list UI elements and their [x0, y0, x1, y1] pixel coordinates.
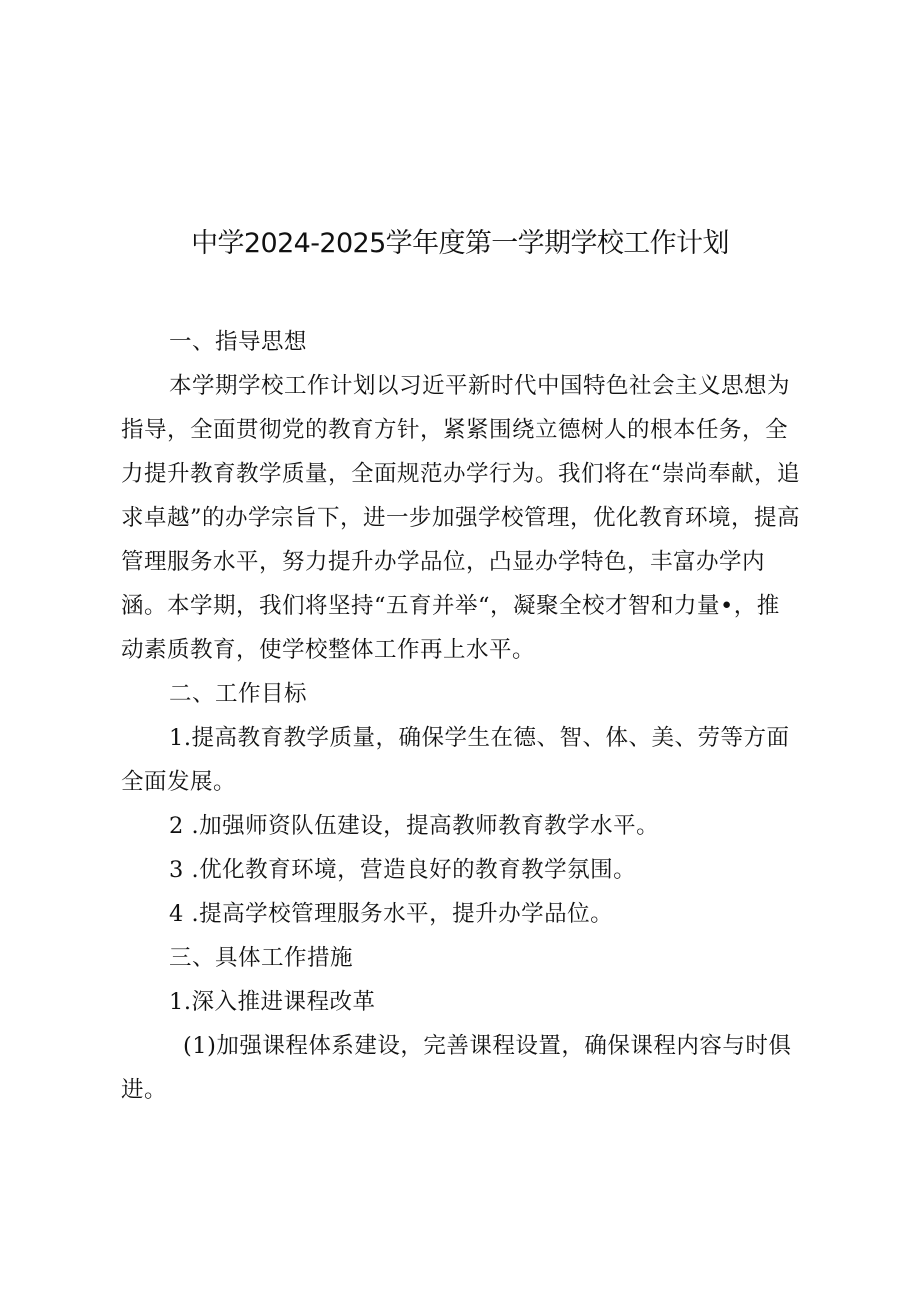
section-heading-measures: 三、具体工作措施 — [169, 945, 354, 971]
work-goal-item-3: 3 .优化教育环境，营造良好的教育教学氛围。 — [169, 857, 637, 883]
section-heading-work-goals: 二、工作目标 — [169, 681, 308, 707]
document-title: 中学2024-2025学年度第一学期学校工作计划 — [191, 228, 729, 259]
work-goal-item-1: 1.提高教育教学质量，确保学生在德、智、体、美、劳等方面全面发展。 — [121, 725, 790, 795]
work-goal-item-4: 4 .提高学校管理服务水平，提升办学品位。 — [169, 901, 614, 927]
guiding-thought-paragraph: 本学期学校工作计划以习近平新时代中国特色社会主义思想为指导，全面贯彻党的教育方针，紧紧围绕立德树人的根本任务，全力提升教育教学质量，全面规范办学行为。我们将在“崇尚奉献，追求卓越”的办学宗旨下，进一步加强学校管理，优化教育环境，提高管理服务水平，努力提升办学品位，凸显办学特色，丰富办学内涵。本学期，我们将坚持“五育并举“，凝聚全校才智和力量•，推动素质教育，使学校整体工作再上水平。 — [121, 373, 801, 663]
measures-subheading-curriculum-reform: 1.深入推进课程改革 — [169, 989, 376, 1015]
document-body — [121, 320, 801, 1112]
work-goal-item-2: 2 .加强师资队伍建设，提高教师教育教学水平。 — [169, 813, 660, 839]
section-heading-guiding-thought: 一、指导思想 — [169, 329, 308, 355]
measures-item-1: (1)加强课程体系建设，完善课程设置，确保课程内容与时俱进。 — [121, 1033, 792, 1103]
